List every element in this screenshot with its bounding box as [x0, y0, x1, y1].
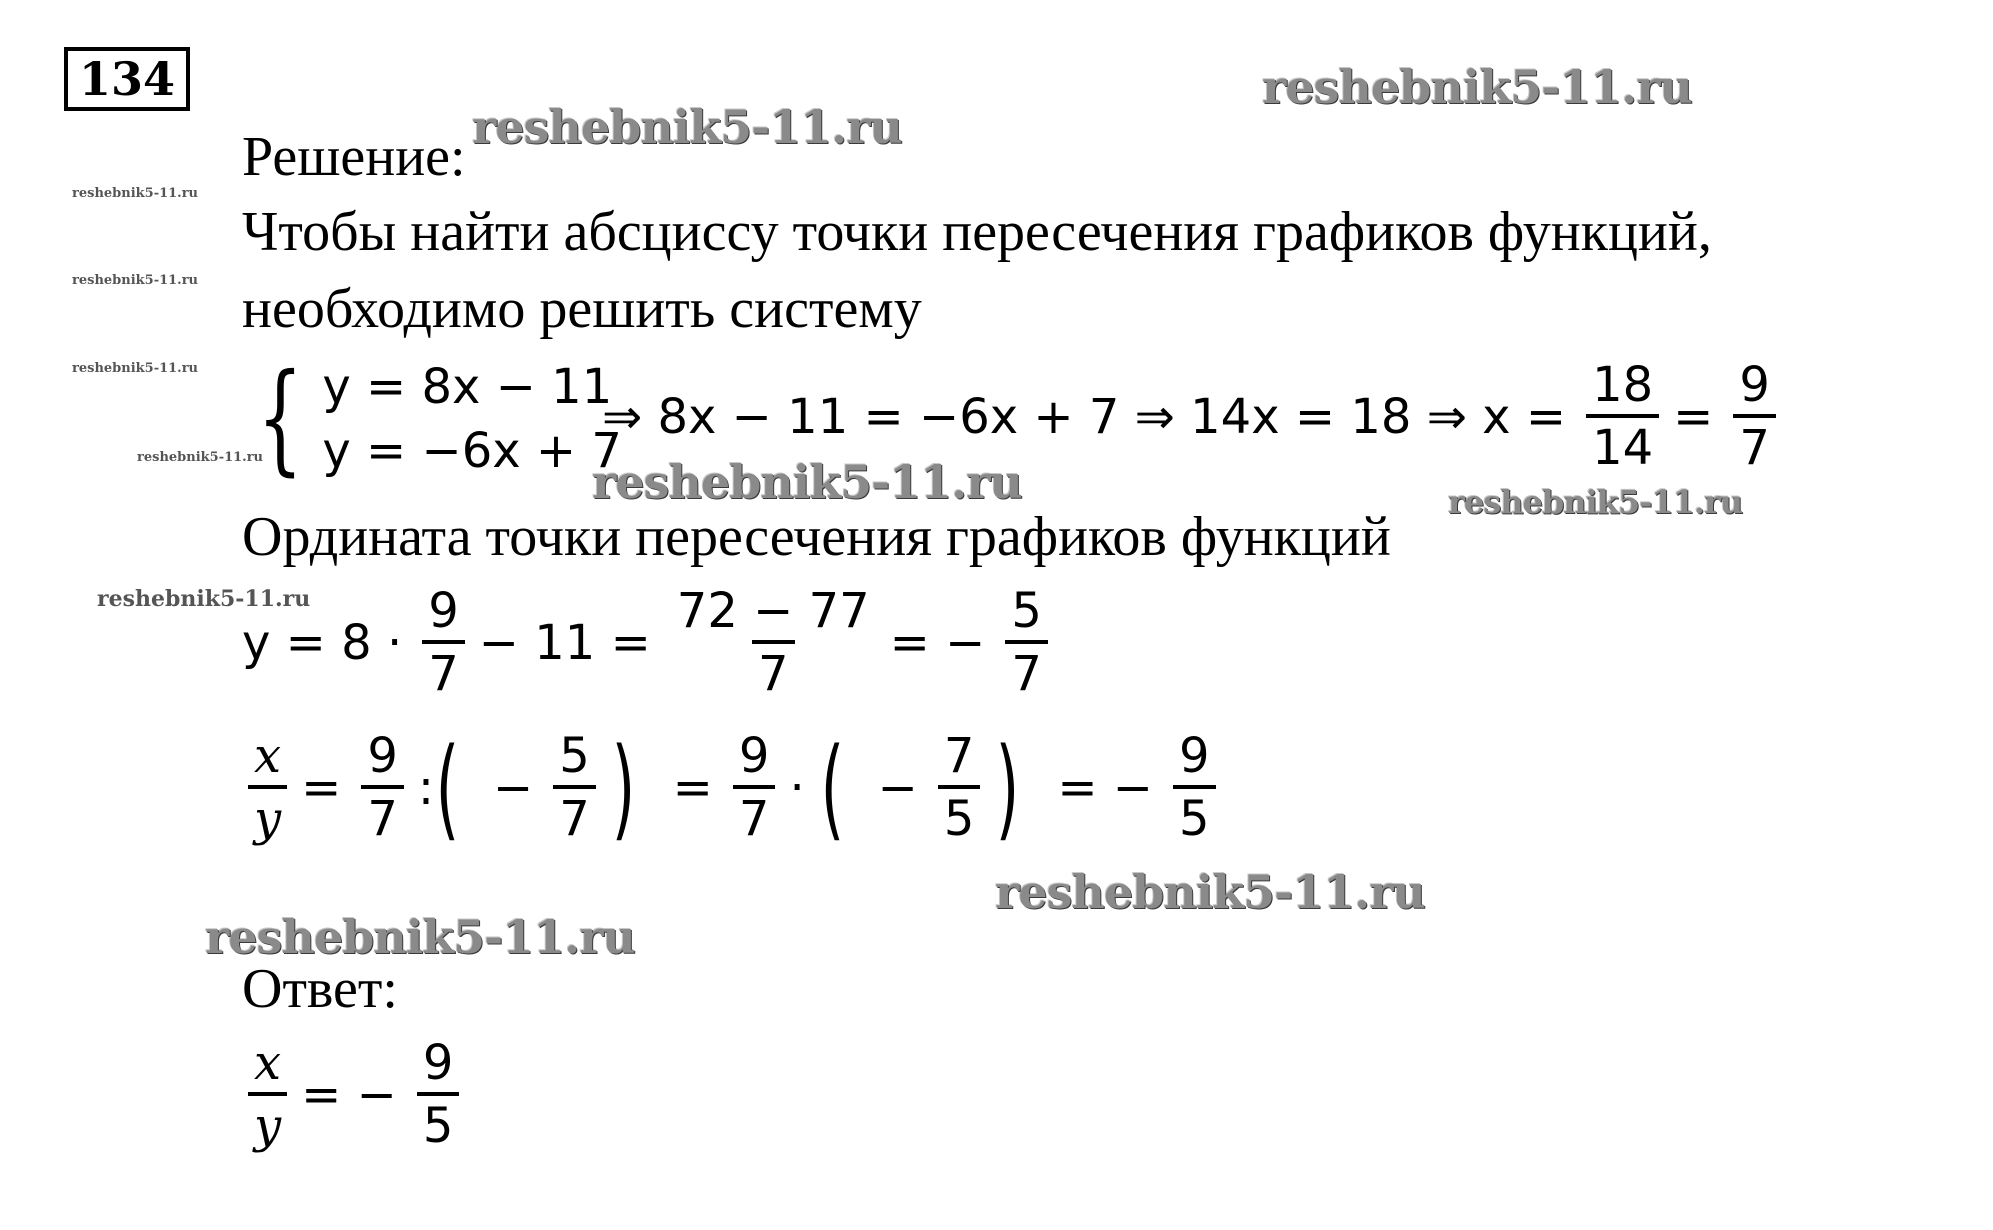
equals-negative: = −	[1057, 760, 1154, 816]
equals-sign: =	[1673, 389, 1714, 445]
division-colon: :	[417, 760, 435, 816]
y-lhs: y = 8 ·	[242, 615, 403, 671]
equals-sign: =	[301, 760, 342, 816]
fraction-7-5: $\frac{7}{5}$	[938, 727, 981, 849]
watermark: reshebnik5-11.ru	[205, 910, 635, 964]
equals-negative: = −	[301, 1067, 397, 1123]
fraction-x-over-y: $\frac{x}{y}$	[248, 1034, 287, 1156]
answer-label: Ответ:	[242, 958, 398, 1020]
fraction-9-7: $\frac{9}{7}$	[733, 727, 776, 849]
y-mid: − 11 =	[478, 615, 651, 671]
fraction-18-14: $\frac{18}{14}$	[1586, 356, 1659, 478]
system-eq-2: y = −6x + 7	[322, 423, 622, 479]
watermark: reshebnik5-11.ru	[137, 450, 264, 465]
fraction-9-5: $\frac{9}{5}$	[1173, 727, 1216, 849]
ordinate-line: Ордината точки пересечения графиков функций	[242, 506, 1391, 568]
watermark: reshebnik5-11.ru	[995, 865, 1425, 919]
equals-sign: =	[672, 760, 713, 816]
fraction-x-over-y: $\frac{x}{y}$	[248, 727, 287, 849]
fraction-9-5: $\frac{9}{5}$	[417, 1034, 460, 1156]
left-paren: (	[820, 724, 844, 852]
watermark: reshebnik5-11.ru	[1448, 483, 1743, 521]
solution-chain: ⇒ 8x − 11 = −6x + 7 ⇒ 14x = 18 ⇒ x =	[602, 389, 1567, 445]
answer-expression	[242, 1034, 473, 1156]
watermark: reshebnik5-11.ru	[592, 455, 1022, 509]
y-calculation	[242, 582, 1062, 704]
system-eq-1: y = 8x − 11	[322, 359, 613, 415]
equation-system	[242, 349, 622, 488]
intro-line-2: необходимо решить систему	[242, 278, 922, 340]
watermark: reshebnik5-11.ru	[72, 273, 199, 288]
problem-number: 134	[64, 47, 190, 111]
ratio-calculation	[242, 724, 1230, 852]
right-paren: )	[996, 724, 1020, 852]
fraction-9-7: $\frac{9}{7}$	[361, 727, 404, 849]
solution-label: Решение:	[242, 126, 466, 188]
fraction-5-7: $\frac{5}{7}$	[553, 727, 596, 849]
watermark: reshebnik5-11.ru	[472, 100, 902, 154]
watermark: reshebnik5-11.ru	[72, 186, 199, 201]
fraction-9-7: $\frac{9}{7}$	[1733, 356, 1776, 478]
fraction-5-7: $\frac{5}{7}$	[1005, 582, 1048, 704]
fraction-72-77-over-7: $\frac{72 - 77}{7}$	[676, 583, 870, 702]
multiply-dot: ·	[789, 760, 805, 816]
intro-line-1: Чтобы найти абсциссу точки пересечения графиков функций,	[242, 201, 1712, 263]
system-brace: {	[257, 349, 304, 488]
watermark: reshebnik5-11.ru	[72, 361, 199, 376]
minus-sign: −	[877, 760, 918, 816]
watermark: reshebnik5-11.ru	[1262, 60, 1692, 114]
equals-negative: = −	[889, 615, 986, 671]
minus-sign: −	[492, 760, 534, 816]
watermark: reshebnik5-11.ru	[97, 586, 311, 612]
left-paren: (	[435, 724, 460, 852]
right-paren: )	[611, 724, 636, 852]
system-solution	[602, 356, 1790, 478]
fraction-9-7: $\frac{9}{7}$	[422, 582, 465, 704]
